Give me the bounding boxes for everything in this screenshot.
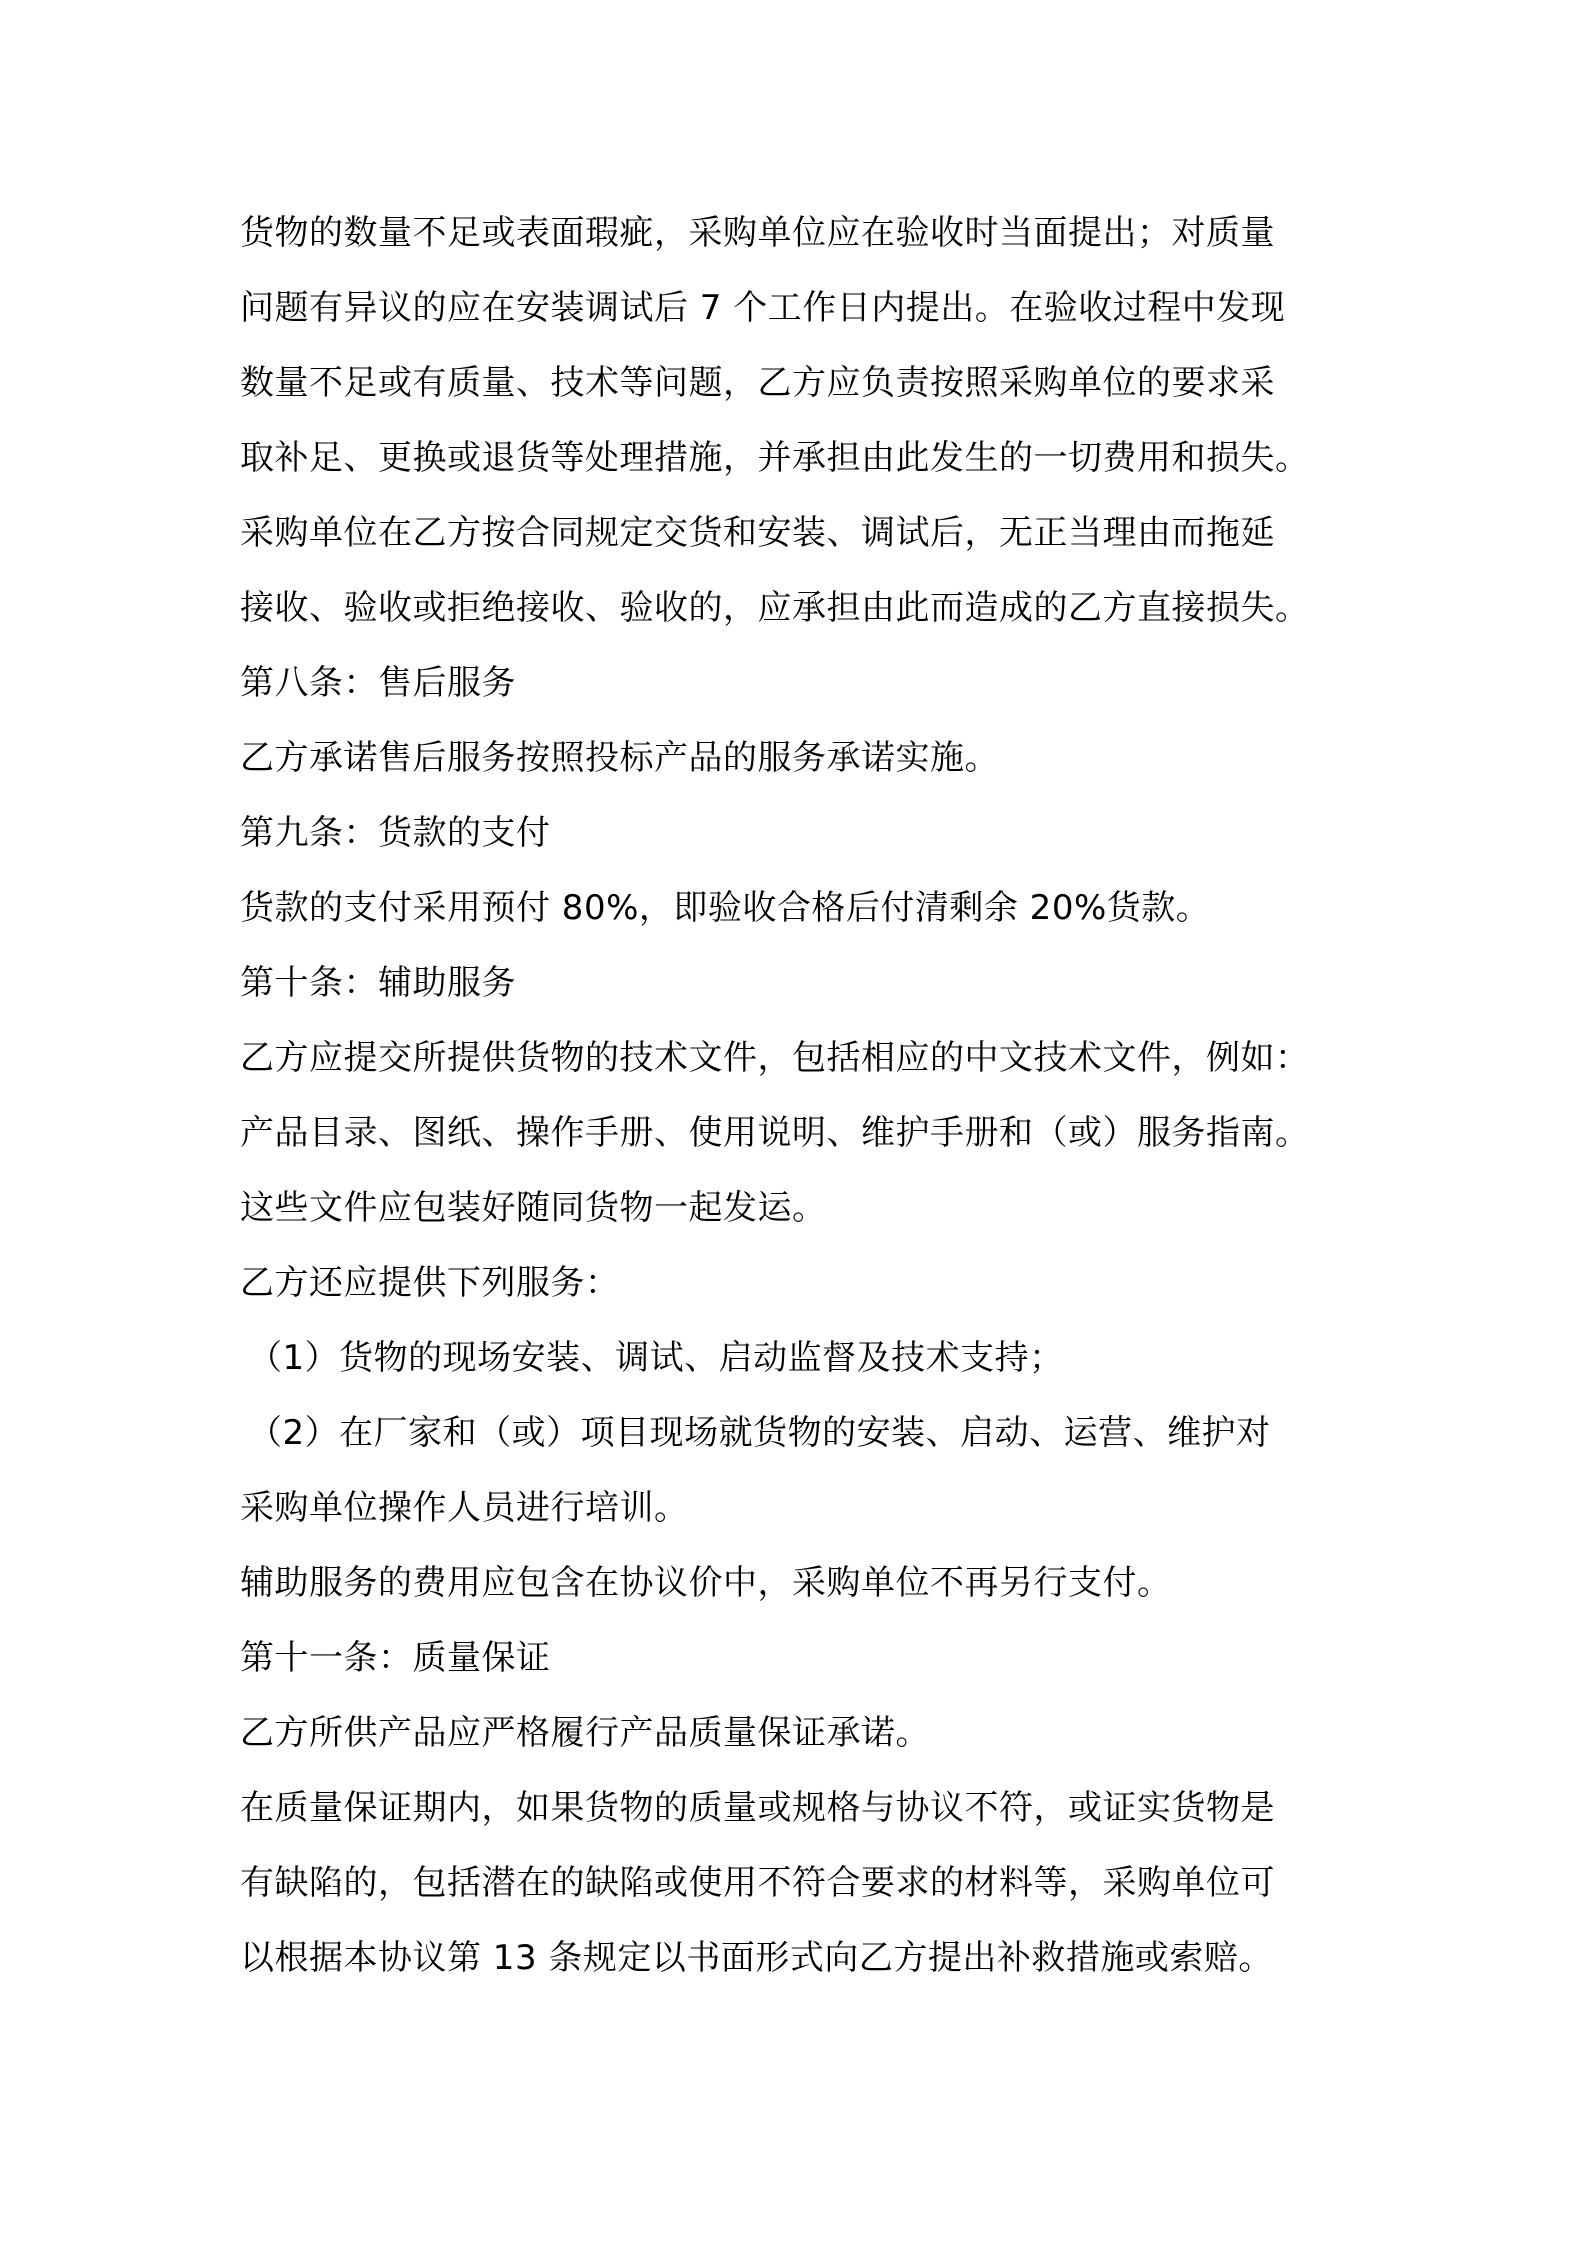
paragraph-line: 乙方应提交所提供货物的技术文件，包括相应的中文技术文件，例如： <box>240 1038 1310 1078</box>
paragraph-line: 采购单位操作人员进行培训。 <box>240 1488 689 1528</box>
paragraph-line: 乙方还应提供下列服务： <box>240 1263 620 1303</box>
paragraph-line: 辅助服务的费用应包含在协议价中，采购单位不再另行支付。 <box>240 1563 1172 1603</box>
paragraph-line: 货物的数量不足或表面瑕疵，采购单位应在验收时当面提出；对质量 <box>240 213 1275 253</box>
paragraph-line: 产品目录、图纸、操作手册、使用说明、维护手册和（或）服务指南。 <box>240 1113 1310 1153</box>
section-heading-article-11: 第十一条：质量保证 <box>240 1638 551 1678</box>
paragraph-line: 货款的支付采用预付 80%，即验收合格后付清剩余 20%货款。 <box>240 888 1211 928</box>
paragraph-line: 数量不足或有质量、技术等问题，乙方应负责按照采购单位的要求采 <box>240 363 1275 403</box>
paragraph-line: 接收、验收或拒绝接收、验收的，应承担由此而造成的乙方直接损失。 <box>240 588 1310 628</box>
list-item-2: （2）在厂家和（或）项目现场就货物的安装、启动、运营、维护对 <box>248 1413 1271 1453</box>
paragraph-line: 取补足、更换或退货等处理措施，并承担由此发生的一切费用和损失。 <box>240 438 1310 478</box>
paragraph-line: 有缺陷的，包括潜在的缺陷或使用不符合要求的材料等，采购单位可 <box>240 1863 1275 1903</box>
paragraph-line: 乙方承诺售后服务按照投标产品的服务承诺实施。 <box>240 738 999 778</box>
list-item-1: （1）货物的现场安装、调试、启动监督及技术支持； <box>248 1338 1064 1378</box>
paragraph-line: 采购单位在乙方按合同规定交货和安装、调试后，无正当理由而拖延 <box>240 513 1275 553</box>
paragraph-line: 这些文件应包装好随同货物一起发运。 <box>240 1188 827 1228</box>
paragraph-line: 在质量保证期内，如果货物的质量或规格与协议不符，或证实货物是 <box>240 1788 1275 1828</box>
paragraph-line: 问题有异议的应在安装调试后 7 个工作日内提出。在验收过程中发现 <box>240 288 1286 328</box>
paragraph-line: 乙方所供产品应严格履行产品质量保证承诺。 <box>240 1713 930 1753</box>
section-heading-article-10: 第十条：辅助服务 <box>240 963 516 1003</box>
section-heading-article-9: 第九条：货款的支付 <box>240 813 551 853</box>
document-body <box>240 196 1360 1996</box>
paragraph-line: 以根据本协议第 13 条规定以书面形式向乙方提出补救措施或索赔。 <box>240 1938 1273 1978</box>
section-heading-article-8: 第八条：售后服务 <box>240 663 516 703</box>
